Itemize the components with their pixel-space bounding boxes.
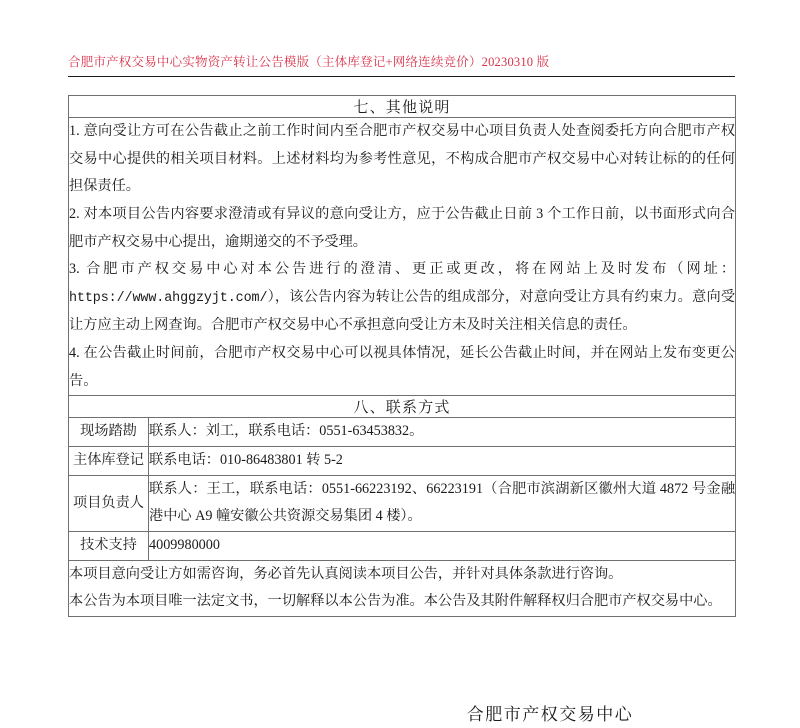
announcement-website-url[interactable]: https://www.ahggzyjt.com/ — [69, 291, 268, 307]
document-running-header — [68, 54, 735, 77]
contact-value-registry — [149, 447, 736, 476]
other-paragraph-1: 1. 意向受让方可在公告截止之前工作时间内至合肥市产权交易中心项目负责人处查阅委托方向合肥市产权交易中心提供的相关项目材料。上述材料均为参考性意见，不构成合肥市产权交易中心对转让标的的任何担保责任。 — [69, 123, 736, 195]
running-header-title: 合肥市产权交易中心实物资产转让公告模版（主体库登记+网络连续竞价）20230310 版 — [68, 55, 550, 69]
contact-label-tech-support-text: 技术支持 — [80, 537, 137, 554]
announcement-footnotes — [69, 560, 736, 616]
section-other-body — [69, 118, 736, 396]
contact-label-site-visit-text: 现场踏勘 — [80, 423, 137, 440]
table-row-footnotes — [69, 560, 736, 616]
header-divider-rule — [68, 76, 735, 77]
table-row — [69, 475, 736, 531]
contact-value-project-manager — [149, 475, 736, 531]
table-row-section-contact-heading — [69, 396, 736, 418]
contact-label-registry — [69, 447, 149, 476]
contact-label-registry-text: 主体库登记 — [73, 452, 144, 469]
footnote-2: 本公告为本项目唯一法定文书，一切解释以本公告为准。本公告及其附件解释权归合肥市产权交易中心。 — [69, 593, 722, 610]
contact-label-tech-support — [69, 532, 149, 561]
section-heading-other — [69, 96, 736, 118]
contact-value-tech-support — [149, 532, 736, 561]
section-heading-contact — [69, 396, 736, 418]
other-paragraph-3-suffix: ），该公告内容为转让公告的组成部分，对意向受让方具有约束力。意向受让方应主动上网查询。合肥市产权交易中心不承担意向受让方未及时关注相关信息的责任。 — [69, 289, 736, 334]
other-paragraph-4: 4. 在公告截止时间前，合肥市产权交易中心可以视具体情况，延长公告截止时间，并在网站上发布变更公告。 — [69, 344, 736, 389]
table-row-section-other-body — [69, 118, 736, 396]
footnote-1: 本项目意向受让方如需咨询，务必首先认真阅读本项目公告，并针对具体条款进行咨询。 — [69, 565, 623, 582]
table-row — [69, 447, 736, 476]
table-row — [69, 532, 736, 561]
contact-value-project-manager-text: 联系人：王工，联系电话：0551-66223192、66223191（合肥市滨湖新区徽州大道 4872 号金融港中心 A9 幢安徽公共资源交易集团 4 楼）。 — [149, 480, 736, 525]
other-paragraph-3-prefix: 3. 合肥市产权交易中心对本公告进行的澄清、更正或更改，将在网站上及时发布（网址： — [69, 261, 736, 278]
announcement-table — [68, 95, 736, 617]
other-paragraph-2: 2. 对本项目公告内容要求澄清或有异议的意向受让方，应于公告截止日前 3 个工作日前，以书面形式向合肥市产权交易中心提出，逾期递交的不予受理。 — [69, 206, 736, 250]
contact-value-site-visit — [149, 418, 736, 447]
contact-value-site-visit-text: 联系人：刘工，联系电话：0551-63453832。 — [149, 423, 424, 440]
other-paragraph-3 — [69, 256, 735, 340]
contact-label-project-manager — [69, 475, 149, 531]
section-heading-other-text: 七、其他说明 — [353, 100, 451, 116]
contact-value-tech-support-text: 4009980000 — [149, 537, 220, 554]
table-row — [69, 418, 736, 447]
signature-organization: 合肥市产权交易中心 — [466, 705, 634, 724]
signature-block — [0, 700, 800, 725]
contact-value-registry-text: 联系电话：010-86483801 转 5-2 — [149, 452, 343, 469]
section-heading-contact-text: 八、联系方式 — [353, 400, 451, 417]
table-row-section-other-heading — [69, 96, 736, 118]
contact-label-site-visit — [69, 418, 149, 447]
contact-label-project-manager-text: 项目负责人 — [73, 494, 144, 511]
